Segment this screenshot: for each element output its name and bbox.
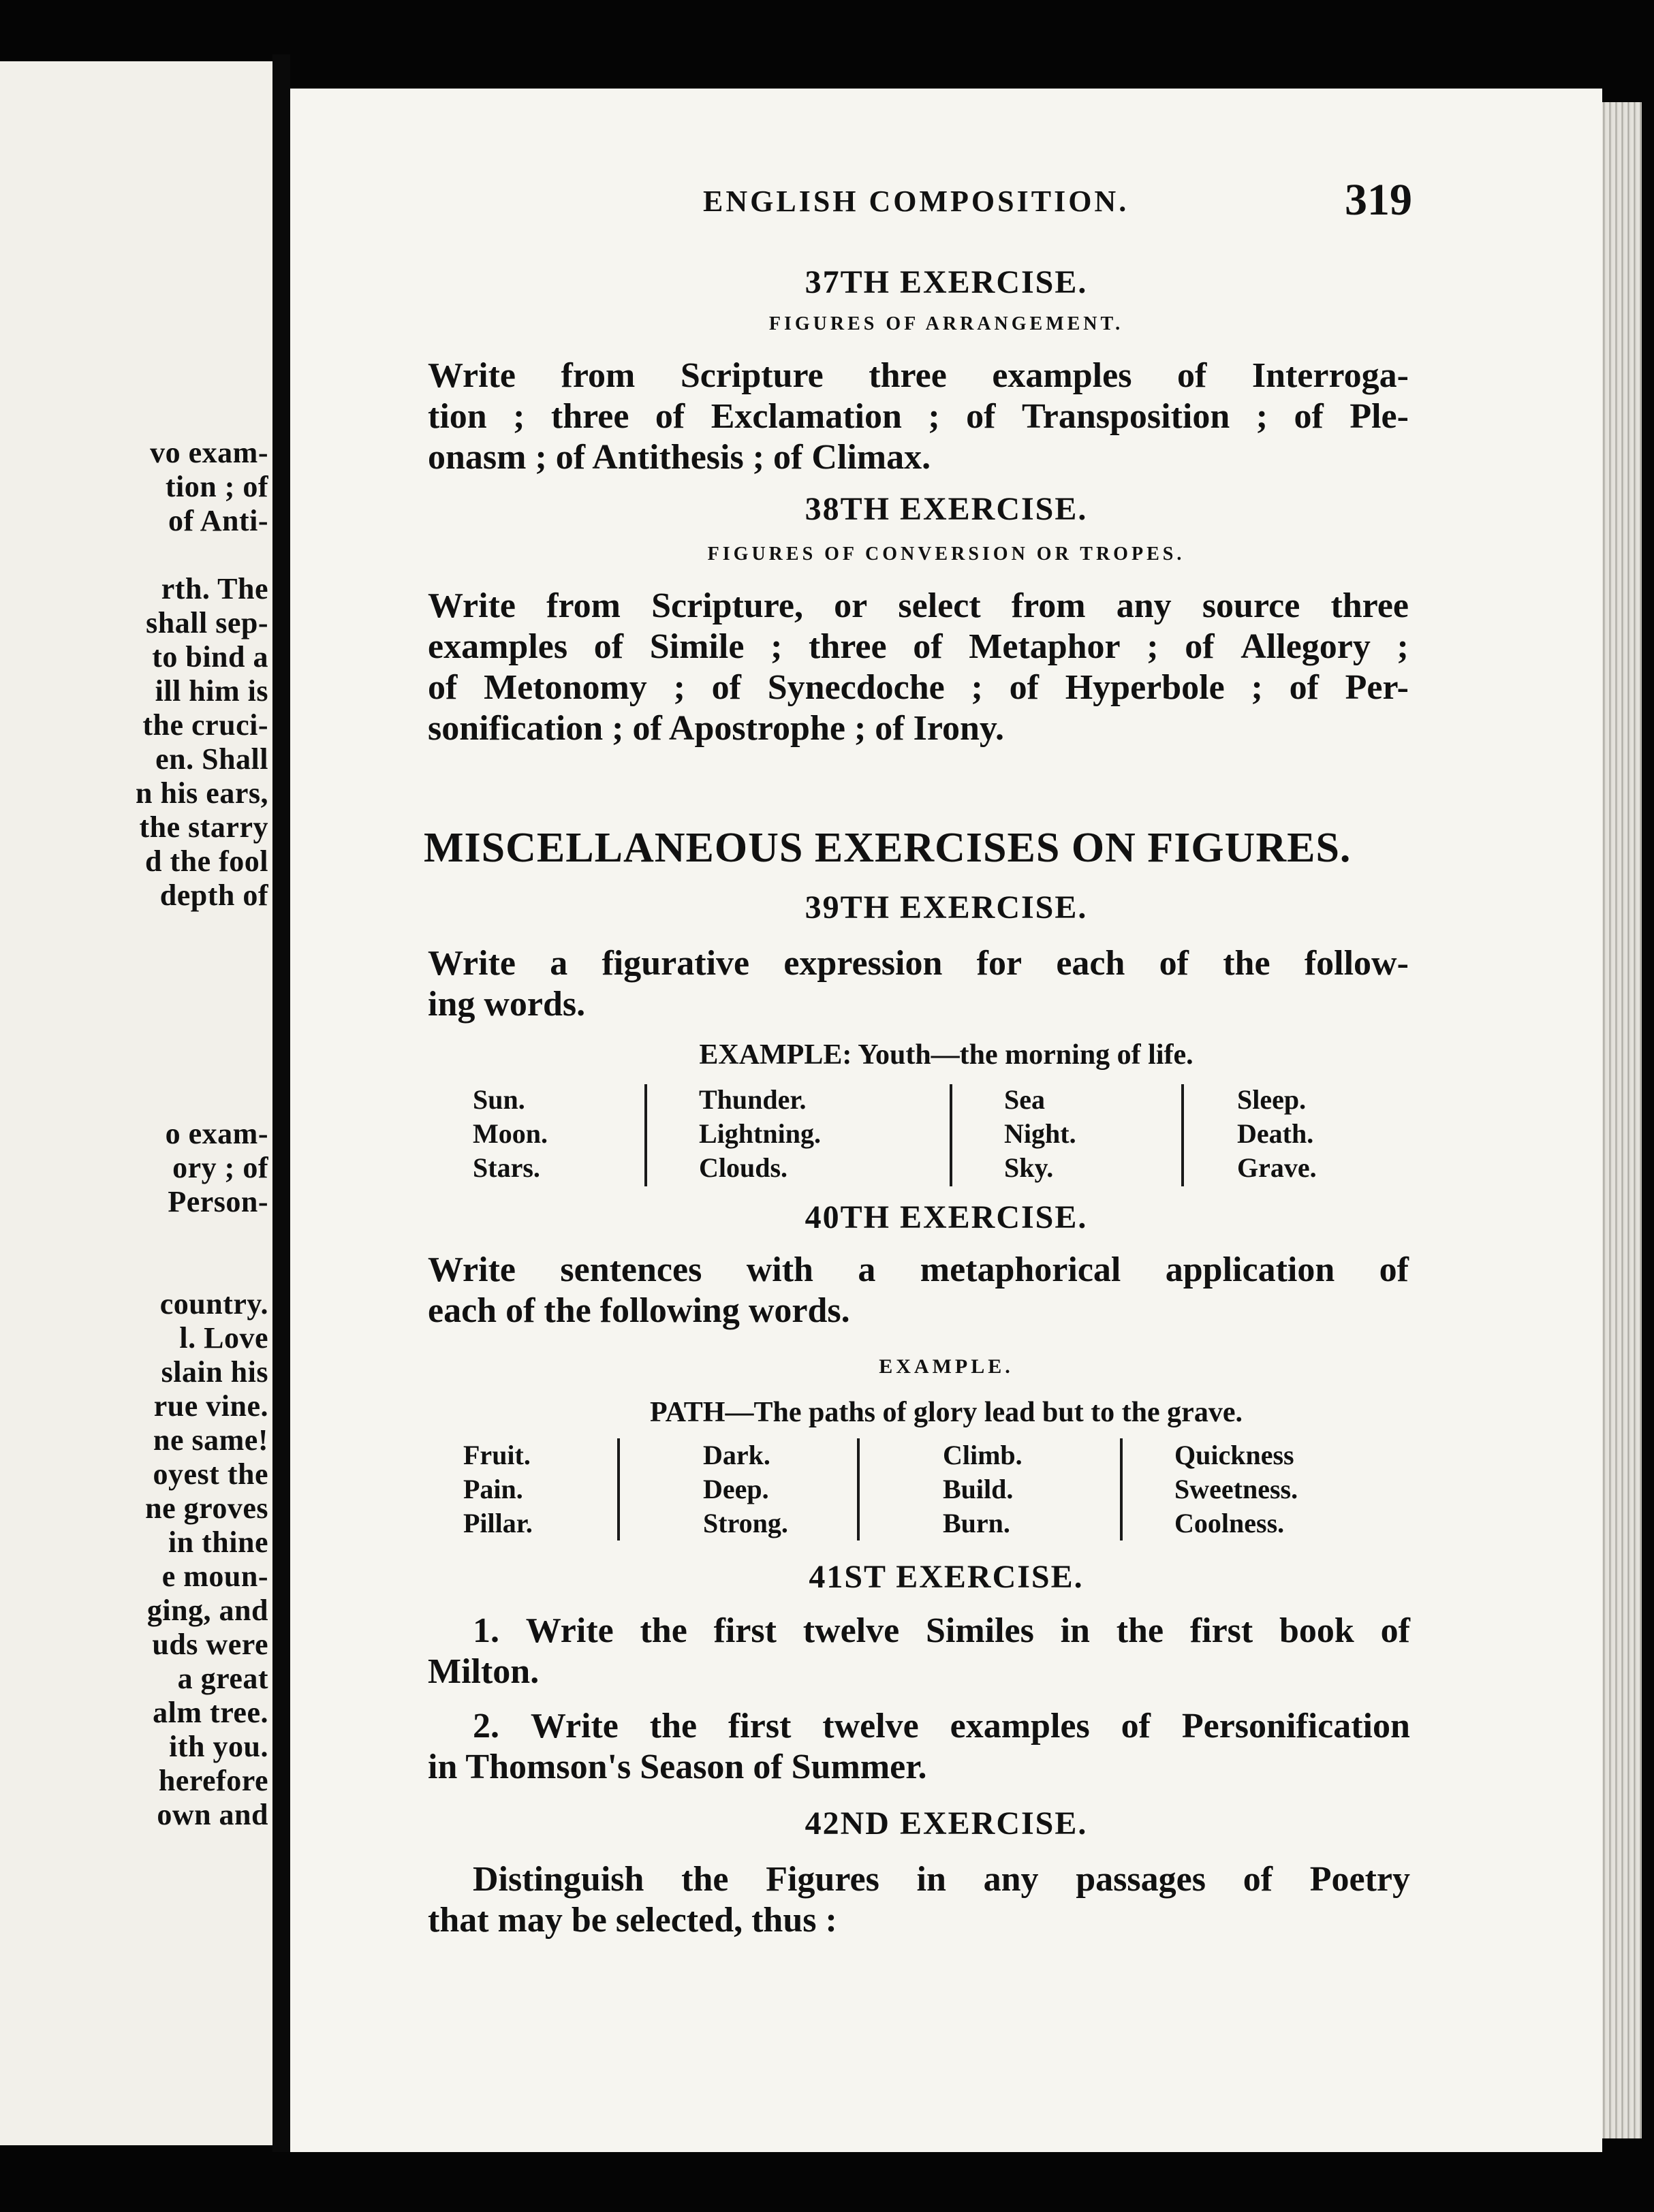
facing-page-line: n his ears, (136, 776, 268, 810)
word: Burn. (943, 1508, 1010, 1538)
word: Clouds. (699, 1152, 788, 1183)
word: Pain. (463, 1474, 523, 1504)
exercise-39-example (290, 1039, 1602, 1071)
word: Stars. (473, 1152, 540, 1183)
word: Build. (943, 1474, 1014, 1504)
facing-page-line: en. Shall (155, 742, 268, 776)
column-divider (950, 1084, 952, 1186)
word: Moon. (473, 1118, 548, 1149)
exercise-41-line: 2. Write the first twelve examples of Personification (473, 1707, 1410, 1745)
facing-page-line: depth of (159, 879, 268, 912)
word: Climb. (943, 1440, 1023, 1470)
word: Pillar. (463, 1508, 533, 1538)
exercise-42-heading: 42ND EXERCISE. (805, 1805, 1088, 1842)
facing-page-line: l. Love (179, 1321, 268, 1355)
word: Fruit. (463, 1440, 531, 1470)
word-column (463, 1438, 533, 1540)
exercise-39-heading: 39TH EXERCISE. (805, 889, 1088, 926)
facing-page-line: ith you. (169, 1730, 268, 1763)
word: Grave. (1237, 1152, 1317, 1183)
exercise-37-heading: 37TH EXERCISE. (805, 264, 1088, 300)
facing-page-line: in thine (168, 1526, 268, 1559)
facing-page-line: a great (177, 1662, 268, 1695)
word: Strong. (703, 1508, 788, 1538)
facing-page-line: vo exam- (150, 436, 268, 469)
column-divider (644, 1084, 647, 1186)
exercise-38-line: examples of Simile ; three of Metaphor ; of Allegory ; (428, 627, 1409, 666)
exercise-37-subheading: FIGURES OF ARRANGEMENT. (768, 313, 1124, 334)
word: Dark. (703, 1440, 770, 1470)
word: Sea (1004, 1084, 1045, 1115)
word-column (473, 1083, 548, 1185)
running-head: ENGLISH COMPOSITION. (703, 185, 1129, 218)
column-divider (1120, 1438, 1123, 1540)
word: Night. (1004, 1118, 1076, 1149)
facing-page-line: country. (159, 1287, 268, 1321)
miscellaneous-heading: MISCELLANEOUS EXERCISES ON FIGURES. (424, 825, 1352, 871)
exercise-37-line: onasm ; of Antithesis ; of Climax. (428, 438, 931, 477)
facing-page-line: herefore (158, 1764, 268, 1797)
exercise-42-line: Distinguish the Figures in any passages of Poetry (473, 1860, 1410, 1899)
exercise-41-line: 1. Write the first twelve Similes in the first book of (473, 1611, 1410, 1650)
word: Lightning. (699, 1118, 821, 1149)
exercise-38-line: sonification ; of Apostrophe ; of Irony. (428, 709, 1005, 748)
facing-page-line: tion ; of (165, 470, 268, 503)
exercise-41-heading: 41ST EXERCISE. (809, 1559, 1084, 1595)
facing-page-line: rth. The (161, 572, 268, 605)
book-page (290, 89, 1602, 2152)
facing-page-line: ill him is (155, 674, 268, 708)
page-header (290, 175, 1602, 232)
facing-page-line: rue vine. (153, 1389, 268, 1423)
exercise-38-line: Write from Scripture, or select from any source three (428, 586, 1409, 625)
facing-page-line: oyest the (153, 1457, 268, 1491)
exercise-40-example (290, 1396, 1602, 1429)
facing-page-line: Person- (168, 1185, 268, 1218)
word: Thunder. (699, 1084, 807, 1115)
example-text: The paths of glory lead but to the grave. (753, 1397, 1243, 1428)
facing-page-fragment (0, 61, 272, 2145)
exercise-39-line: Write a figurative expression for each of the follow- (428, 944, 1409, 983)
word: Sweetness. (1174, 1474, 1298, 1504)
word: Deep. (703, 1474, 769, 1504)
word: Quickness (1174, 1440, 1294, 1470)
facing-page-line: of Anti- (168, 504, 268, 537)
exercise-40-line: each of the following words. (428, 1291, 850, 1330)
example-label: PATH— (650, 1397, 754, 1428)
word-column (703, 1438, 788, 1540)
facing-page-line: o exam- (165, 1117, 268, 1150)
exercise-40-line: Write sentences with a metaphorical application of (428, 1250, 1409, 1289)
exercise-38-heading: 38TH EXERCISE. (805, 491, 1088, 527)
exercise-38-subheading: FIGURES OF CONVERSION OR TROPES. (707, 543, 1185, 565)
facing-page-line: ging, and (146, 1594, 268, 1627)
facing-page-line: own and (157, 1798, 268, 1831)
exercise-39-line: ing words. (428, 985, 586, 1024)
word: Sleep. (1237, 1084, 1307, 1115)
word-column (699, 1083, 821, 1185)
word-column (943, 1438, 1023, 1540)
exercise-40-example-heading: EXAMPLE. (879, 1355, 1014, 1378)
page-gutter (272, 54, 290, 2152)
facing-page-line: ne groves (145, 1491, 268, 1525)
facing-page-line: shall sep- (146, 606, 268, 639)
facing-page-line: ory ; of (172, 1151, 268, 1184)
facing-page-line: uds were (152, 1628, 268, 1661)
exercise-41-line: Milton. (428, 1652, 540, 1691)
column-divider (617, 1438, 620, 1540)
example-text: Youth—the morning of life. (858, 1039, 1193, 1071)
facing-page-line: ne same! (153, 1423, 268, 1457)
page-number: 319 (1345, 175, 1412, 225)
facing-page-line: alm tree. (153, 1696, 268, 1729)
word-column (1237, 1083, 1317, 1185)
column-divider (1181, 1084, 1184, 1186)
exercise-37-line: tion ; three of Exclamation ; of Transposition ; of Ple- (428, 397, 1409, 436)
exercise-38-line: of Metonomy ; of Synecdoche ; of Hyperbole ; of Per- (428, 668, 1409, 707)
exercise-37-line: Write from Scripture three examples of Interroga- (428, 356, 1409, 395)
exercise-40-heading: 40TH EXERCISE. (805, 1199, 1088, 1235)
word-column (1174, 1438, 1298, 1540)
exercise-42-line: that may be selected, thus : (428, 1901, 837, 1940)
facing-page-line: e moun- (161, 1560, 268, 1593)
facing-page-line: the starry (139, 810, 268, 844)
facing-page-line: to bind a (152, 640, 268, 674)
word: Death. (1237, 1118, 1314, 1149)
column-divider (857, 1438, 860, 1540)
facing-page-line: slain his (161, 1355, 268, 1389)
facing-page-line: d the fool (145, 844, 268, 878)
facing-page-line: the cruci- (142, 708, 268, 742)
word: Coolness. (1174, 1508, 1285, 1538)
word-column (1004, 1083, 1076, 1185)
exercise-41-line: in Thomson's Season of Summer. (428, 1748, 927, 1786)
example-label: EXAMPLE: (699, 1039, 852, 1071)
word: Sun. (473, 1084, 525, 1115)
word: Sky. (1004, 1152, 1054, 1183)
